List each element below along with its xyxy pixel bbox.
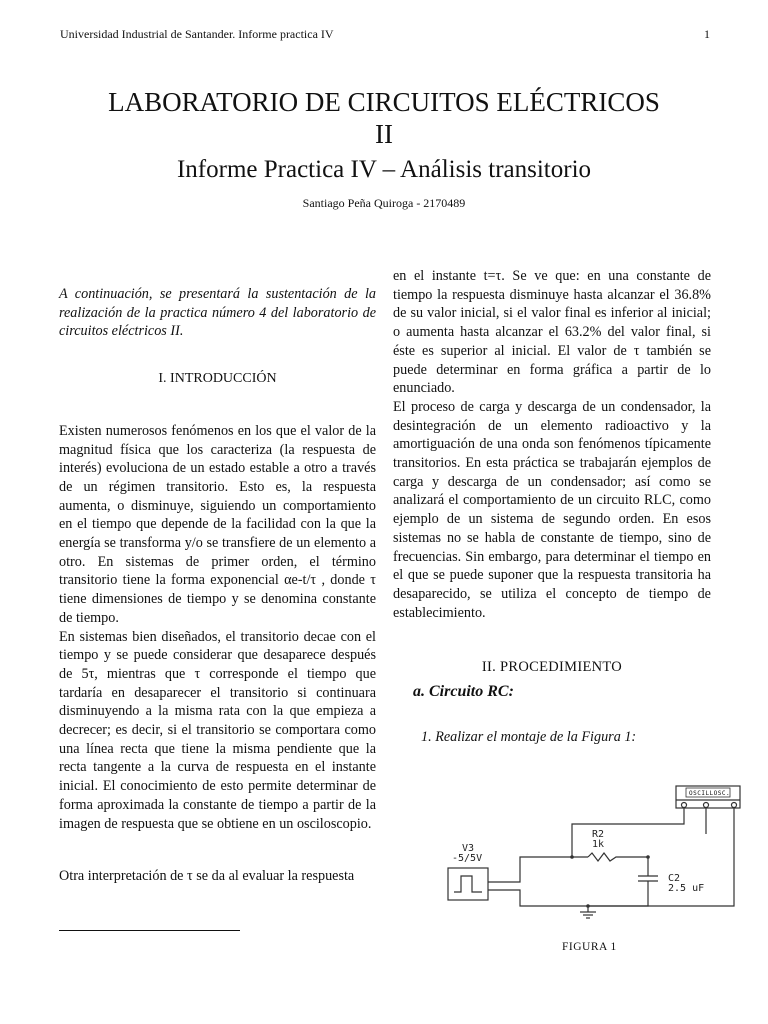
oscilloscope-terminal-icon [682, 803, 687, 808]
right-paragraph-2: El proceso de carga y descarga de un condensador, la desintegración de un elemento radioactivo y la amortiguación de una onda son fenómenos típicamente transitorios. En esta práctica se trabajarán ejemplos de carga y descarga de un condensador; así como se analizará el comportamiento de un circuito RLC, como ejemplo de un sistema de segundo orden. En esos sistemas no se habla de constante de tiempo, sino de frecuencias. Sin embargo, para determinar el tiempo en el que se puede suponer que la respuesta transitoria ha desaparecido, se utiliza el concepto de tiempo de establecimiento. [393, 398, 711, 621]
left-column [59, 285, 376, 886]
subtitle: Informe Practica IV – Análisis transitorio [176, 156, 592, 183]
running-header [60, 27, 710, 42]
resistor-value: 1k [592, 839, 605, 850]
intro-paragraph-1: Existen numerosos fenómenos en los que el valor de la magnitud física que los caracteriza (la respuesta de interés) evoluciona de un estado estable a otro a través de un régimen transitorio. Esto es, la respuesta aumenta, o disminuye, siguiendo un comportamiento en el tiempo que depende de la facilidad con la que la energía se transforma y/o se transfiere de un elemento a otro. En sistemas de primer orden, el término transitorio tiene la forma exponencial αe-t/τ , donde τ tiene dimensiones de tiempo y se denomina constante de tiempo. [59, 422, 376, 626]
figure-caption: FIGURA 1 [562, 941, 617, 953]
footnote-rule [59, 930, 240, 931]
capacitor-value: 2.5 uF [668, 883, 705, 894]
right-paragraph-1: en el instante t=τ. Se ve que: en una constante de tiempo la respuesta disminuye hasta alcanzar el 36.8% de su valor inicial, si el valor final es inferior al inicial; o aumenta hasta alcanzar el 63.2% del valor final, si éste es superior al inicial. El valor de τ también se puede determinar en forma gráfica a partir de lo enunciado. [393, 268, 711, 397]
right-column [393, 267, 711, 746]
circuit-diagram [436, 784, 746, 944]
probe-wire [588, 808, 734, 906]
oscilloscope-label: OSCILLOSC. [689, 790, 731, 797]
source-name: V3 [462, 843, 475, 854]
oscilloscope-terminal-icon [704, 803, 709, 808]
intro-paragraph-2: En sistemas bien diseñados, el transitorio decae con el tiempo y se puede considerar que desaparece después de 5τ, mientras que τ corresponde el tiempo que tardaría en desaparecer el transitorio si continuara disminuyendo a la misma rata con la que empieza a decrecer; es decir, si el transitorio se comportara como una línea recta que tiene la misma pendiente que la recta tangente a la curva de respuesta en el instante inicial. El conocimiento de esto permite determinar de forma aproximada la constante de tiempo a partir de la imagen de respuesta que se obtiene en un osciloscopio. [59, 628, 376, 832]
voltage-source-box [448, 868, 488, 900]
source-value: -5/5V [452, 853, 483, 864]
probe-wire [572, 808, 684, 857]
capacitor-name: C2 [668, 873, 681, 884]
wire [588, 881, 648, 906]
section-procedimiento-heading: II. PROCEDIMIENTO [481, 659, 623, 676]
step-1: 1. Realizar el montaje de la Figura 1: [421, 728, 637, 745]
wire [488, 857, 588, 882]
title-block [0, 86, 768, 211]
author: Santiago Peña Quiroga - 2170489 [302, 196, 466, 210]
abstract: A continuación, se presentará la sustentación de la realización de la practica número 4 del laboratorio de circuitos eléctricos II. [59, 286, 376, 340]
resistor-icon [588, 853, 648, 861]
title-line-2: II [375, 119, 393, 149]
running-title: Universidad Industrial de Santander. Informe practica IV [60, 27, 334, 41]
oscilloscope-terminal-icon [732, 803, 737, 808]
page-number: 1 [704, 27, 710, 41]
resistor-name: R2 [592, 829, 605, 840]
wire [488, 890, 588, 906]
intro-paragraph-3: Otra interpretación de τ se da al evaluar la respuesta [59, 868, 355, 885]
subsection-circuito-rc: a. Circuito RC: [413, 683, 514, 701]
figure-1 [436, 784, 746, 964]
square-wave-icon [454, 876, 482, 892]
section-introduccion-heading: I. INTRODUCCIÓN [158, 371, 277, 387]
title-line-1: LABORATORIO DE CIRCUITOS ELÉCTRICOS [108, 87, 660, 117]
